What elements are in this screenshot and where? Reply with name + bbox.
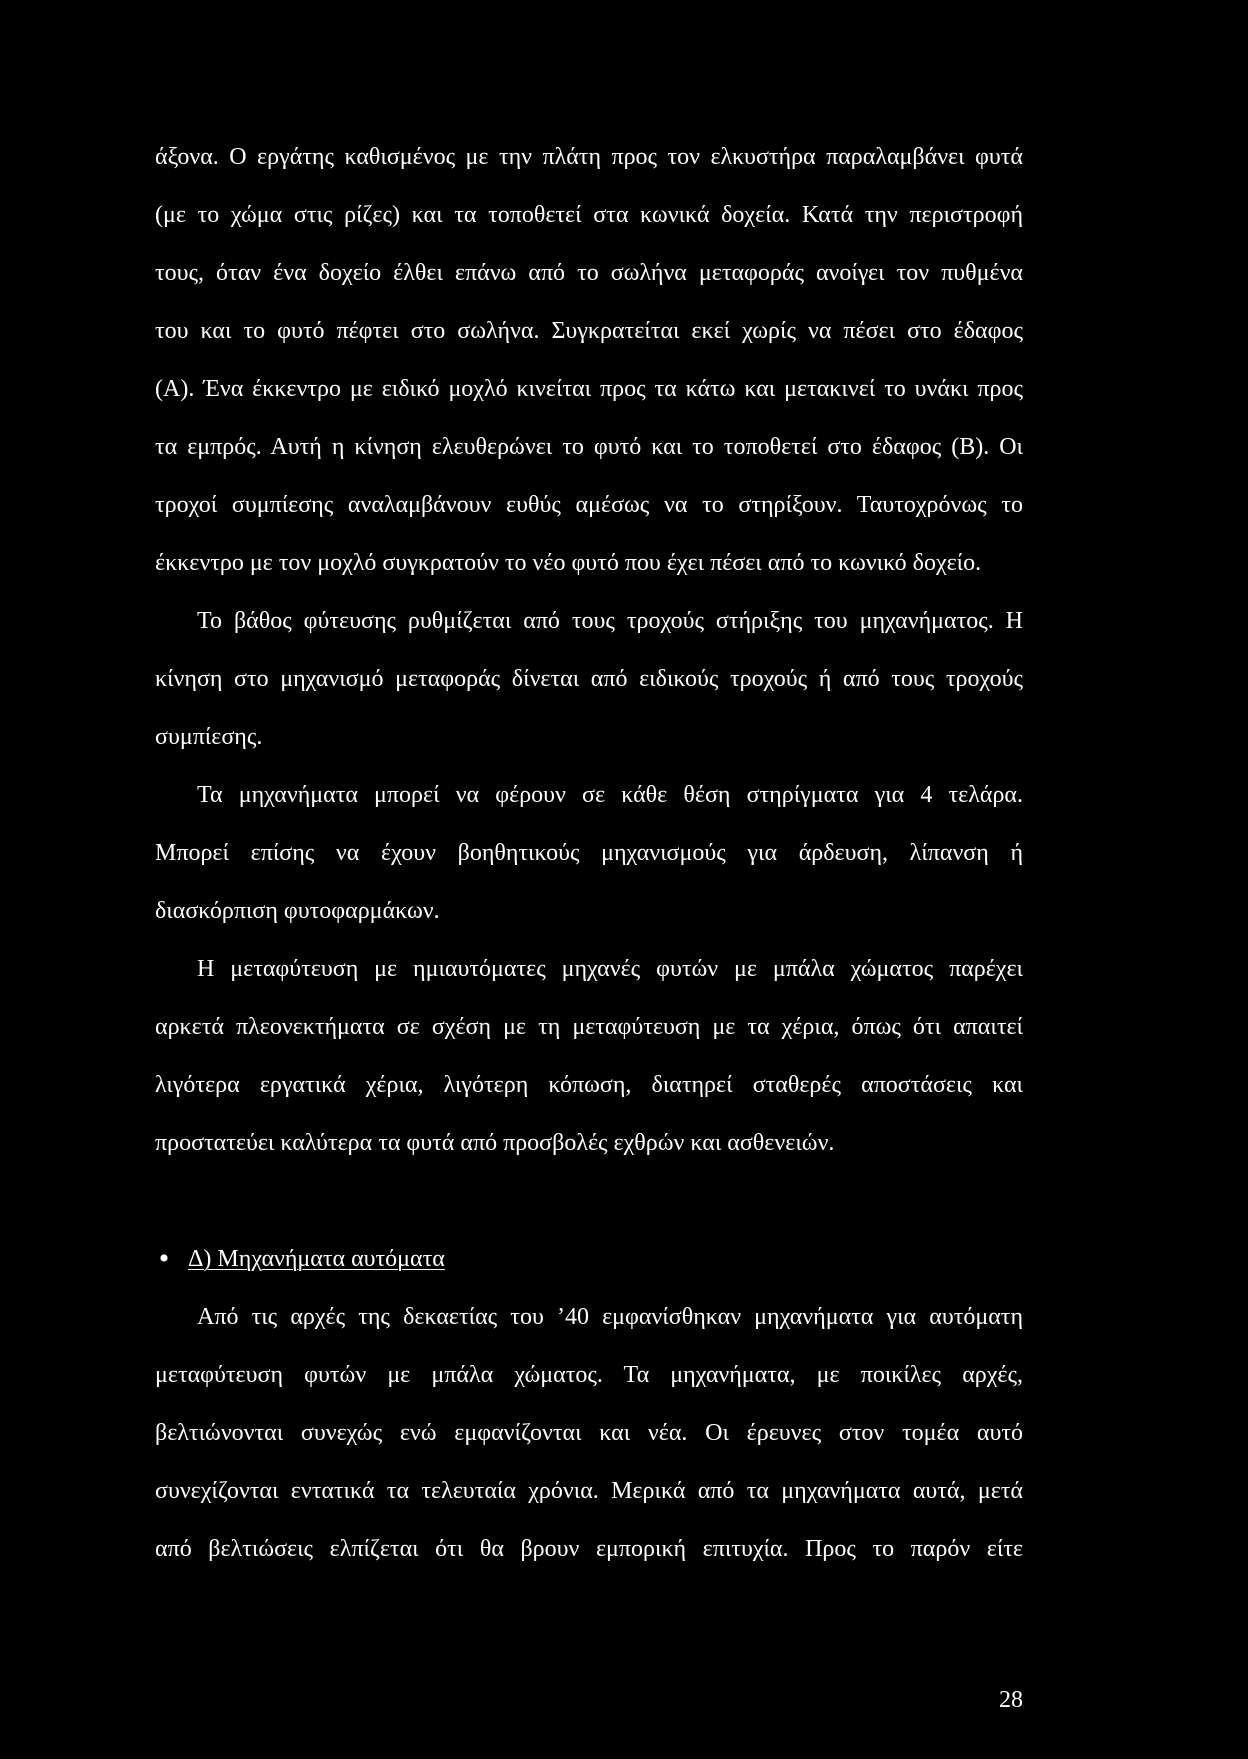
text-line: Το βάθος φύτευσης ρυθμίζεται από τους τροχούς στήριξης του μηχανήματος. Η <box>197 608 1023 634</box>
text-line: άξονα. Ο εργάτης καθισμένος με την πλάτη προς τον ελκυστήρα παραλαμβάνει φυτά <box>155 144 1023 170</box>
text-line: τα εμπρός. Αυτή η κίνηση ελευθερώνει το φυτό και το τοποθετεί στο έδαφος (Β). Οι <box>155 434 1023 460</box>
text-line: Μπορεί επίσης να έχουν βοηθητικούς μηχανισμούς για άρδευση, λίπανση ή <box>155 840 1023 866</box>
text-line: μεταφύτευση φυτών με μπάλα χώματος. Τα μηχανήματα, με ποικίλες αρχές, <box>155 1362 1023 1388</box>
section-heading <box>155 1230 1023 1288</box>
text-line: Από τις αρχές της δεκαετίας του ’40 εμφανίσθηκαν μηχανήματα για αυτόματη <box>197 1304 1023 1330</box>
text-line: αρκετά πλεονεκτήματα σε σχέση με τη μεταφύτευση με τα χέρια, όπως ότι απαιτεί <box>155 1014 1023 1040</box>
text-line: (με το χώμα στις ρίζες) και τα τοποθετεί στα κωνικά δοχεία. Κατά την περιστροφή <box>155 202 1023 228</box>
text-line: κίνηση στο μηχανισμό μεταφοράς δίνεται από ειδικούς τροχούς ή από τους τροχούς <box>155 666 1023 692</box>
text-line: διασκόρπιση φυτοφαρμάκων. <box>155 898 440 924</box>
paragraph <box>155 1288 1023 1578</box>
paragraph <box>155 592 1023 766</box>
paragraph <box>155 940 1023 1172</box>
text-line: βελτιώνονται συνεχώς ενώ εμφανίζονται και νέα. Οι έρευνες στον τομέα αυτό <box>155 1420 1023 1446</box>
document-body <box>155 128 1023 1578</box>
page-number: 28 <box>999 1687 1023 1713</box>
text-line: συνεχίζονται εντατικά τα τελευταία χρόνια. Μερικά από τα μηχανήματα αυτά, μετά <box>155 1478 1023 1504</box>
bullet-icon: • <box>158 1242 170 1275</box>
text-line: του και το φυτό πέφτει στο σωλήνα. Συγκρατείται εκεί χωρίς να πέσει στο έδαφος <box>155 318 1023 344</box>
paragraph <box>155 128 1023 592</box>
text-line: Η μεταφύτευση με ημιαυτόματες μηχανές φυτών με μπάλα χώματος παρέχει <box>197 956 1023 982</box>
text-line: λιγότερα εργατικά χέρια, λιγότερη κόπωση, διατηρεί σταθερές αποστάσεις και <box>155 1072 1023 1098</box>
text-line: προστατεύει καλύτερα τα φυτά από προσβολές εχθρών και ασθενειών. <box>155 1130 835 1156</box>
text-line: (Α). Ένα έκκεντρο με ειδικό μοχλό κινείται προς τα κάτω και μετακινεί το υνάκι προς <box>155 376 1023 402</box>
text-line: Τα μηχανήματα μπορεί να φέρουν σε κάθε θέση στηρίγματα για 4 τελάρα. <box>197 782 1023 808</box>
text-line: έκκεντρο με τον μοχλό συγκρατούν το νέο φυτό που έχει πέσει από το κωνικό δοχείο. <box>155 550 982 576</box>
section-heading-text: Δ) Μηχανήματα αυτόματα <box>188 1246 445 1272</box>
text-line: συμπίεσης. <box>155 724 263 750</box>
text-line: τους, όταν ένα δοχείο έλθει επάνω από το σωλήνα μεταφοράς ανοίγει τον πυθμένα <box>155 260 1023 286</box>
text-line: από βελτιώσεις ελπίζεται ότι θα βρουν εμπορική επιτυχία. Προς το παρόν είτε <box>155 1536 1023 1562</box>
paragraph <box>155 766 1023 940</box>
text-line: τροχοί συμπίεσης αναλαμβάνουν ευθύς αμέσως να το στηρίξουν. Ταυτοχρόνως το <box>155 492 1023 518</box>
blank-line <box>155 1172 1023 1230</box>
